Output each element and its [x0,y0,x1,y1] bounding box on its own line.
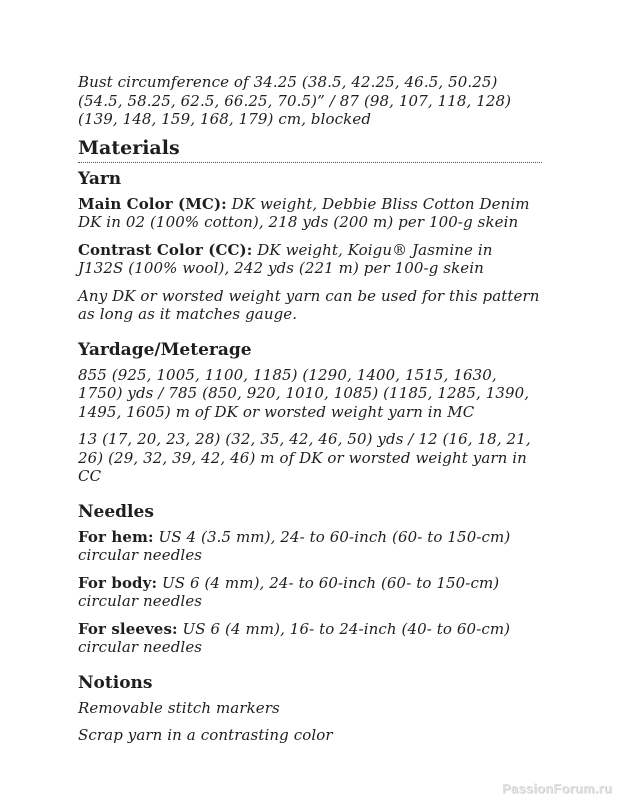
main-color-text: DK weight, Debbie Bliss Cotton Denim DK in 02 (100% cotton), 218 yds (200 m) per 100-g skein [78,194,530,231]
needles-hem-label: For hem: [78,527,154,546]
yardage-cc-text: 13 (17, 20, 23, 28) (32, 35, 42, 46, 50) yds / 12 (16, 18, 21, 26) (29, 32, 39, 42, 46) m of DK or worsted weight yarn in CC [78,430,531,485]
main-color-label: Main Color (MC): [78,194,227,213]
yardage-heading: Yardage/Meterage [78,339,252,360]
needles-heading: Needles [78,501,154,522]
needles-sleeves-paragraph [78,620,542,657]
contrast-color-label: Contrast Color (CC): [78,240,253,259]
needles-body-paragraph [78,574,542,611]
notions-item-stitch-markers: Removable stitch markers [78,698,280,717]
needles-sleeves-text: US 6 (4 mm), 16- to 24-inch (40- to 60-cm) circular needles [78,619,511,656]
needles-body-text: US 6 (4 mm), 24- to 60-inch (60- to 150-cm) circular needles [78,573,500,610]
materials-heading: Materials [78,138,542,163]
notions-heading: Notions [78,672,153,693]
yarn-substitution-note: Any DK or worsted weight yarn can be used for this pattern as long as it matches gauge. [78,286,540,323]
yardage-mc-text: 855 (925, 1005, 1100, 1185) (1290, 1400, 1515, 1630, 1750) yds / 785 (850, 920, 1010, 1085) (1185, 1285, 1390, 1495, 1605) m of DK or worsted weight yarn in MC [78,365,530,421]
main-color-paragraph [78,195,542,232]
contrast-color-text: DK weight, Koigu® Jasmine in J132S (100% wool), 242 yds (221 m) per 100-g skein [78,240,493,277]
yarn-heading: Yarn [78,168,122,189]
needles-hem-paragraph [78,528,542,565]
bust-circumference-text: Bust circumference of 34.25 (38.5, 42.25, 46.5, 50.25) (54.5, 58.25, 62.5, 66.25, 70.5)” / 87 (98, 107, 118, 128) (139, 148, 159, 168, 179) cm, blocked [78,73,512,128]
notions-item-scrap-yarn: Scrap yarn in a contrasting color [78,726,333,744]
pattern-document [78,73,542,754]
contrast-color-paragraph [78,241,542,278]
needles-sleeves-label: For sleeves: [78,619,178,638]
needles-hem-text: US 4 (3.5 mm), 24- to 60-inch (60- to 150-cm) circular needles [78,527,511,564]
needles-body-label: For body: [78,573,158,592]
watermark-passionforum: PassionForum.ru [502,781,612,796]
